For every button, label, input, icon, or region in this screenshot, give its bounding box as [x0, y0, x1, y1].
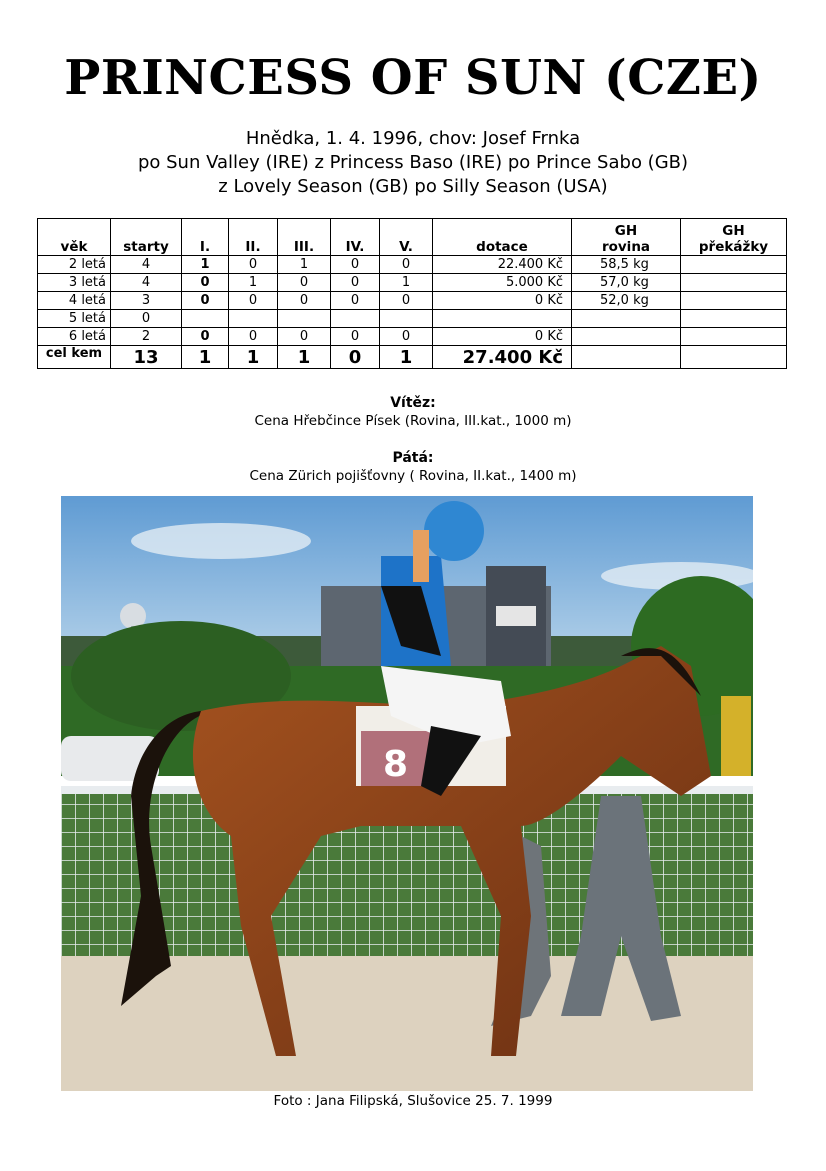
total-cell: 27.400 Kč	[433, 346, 572, 369]
table-cell: 52,0 kg	[572, 292, 681, 310]
table-cell: 0 Kč	[433, 292, 572, 310]
col-fourth: IV.	[331, 219, 380, 256]
table-cell: 3 letá	[38, 274, 111, 292]
total-cell: 1	[380, 346, 433, 369]
saddle-number: 8	[383, 744, 409, 785]
race-stats-table	[37, 218, 787, 369]
table-cell	[229, 310, 278, 328]
table-cell: 57,0 kg	[572, 274, 681, 292]
table-cell: 4 letá	[38, 292, 111, 310]
table-cell: 1	[380, 274, 433, 292]
table-cell	[681, 274, 787, 292]
pedigree-line-1: po Sun Valley (IRE) z Princess Baso (IRE) po Prince Sabo (GB)	[137, 152, 689, 173]
total-cell	[681, 346, 787, 369]
table-cell: 0	[278, 274, 331, 292]
col-third: III.	[278, 219, 331, 256]
table-cell: 0	[229, 292, 278, 310]
table-row	[38, 328, 787, 346]
table-cell	[681, 328, 787, 346]
table-cell	[182, 310, 229, 328]
col-second: II.	[229, 219, 278, 256]
table-cell: 6 letá	[38, 328, 111, 346]
total-cell: cel kem	[38, 346, 111, 369]
table-row	[38, 274, 787, 292]
table-row	[38, 292, 787, 310]
table-cell	[433, 310, 572, 328]
table-cell: 4	[111, 274, 182, 292]
table-cell: 58,5 kg	[572, 256, 681, 274]
table-cell: 0	[331, 256, 380, 274]
col-prize: dotace	[433, 219, 572, 256]
total-cell: 1	[278, 346, 331, 369]
table-cell: 1	[229, 274, 278, 292]
col-fifth: V.	[380, 219, 433, 256]
total-cell: 0	[331, 346, 380, 369]
table-cell: 0	[229, 328, 278, 346]
total-cell: 1	[229, 346, 278, 369]
table-cell: 0	[182, 274, 229, 292]
table-cell: 5 letá	[38, 310, 111, 328]
col-starts: starty	[111, 219, 182, 256]
table-cell: 0	[331, 292, 380, 310]
table-cell: 0	[111, 310, 182, 328]
pedigree-line-2: z Lovely Season (GB) po Silly Season (USA)	[218, 176, 608, 197]
table-row	[38, 256, 787, 274]
table-cell: 0	[182, 328, 229, 346]
table-cell: 4	[111, 256, 182, 274]
col-first: I.	[182, 219, 229, 256]
table-cell: 0	[380, 328, 433, 346]
table-cell: 0	[229, 256, 278, 274]
total-cell	[572, 346, 681, 369]
col-age: věk	[38, 219, 111, 256]
fifth-race: Cena Zürich pojišťovny ( Rovina, II.kat., 1400 m)	[249, 468, 577, 484]
table-cell: 22.400 Kč	[433, 256, 572, 274]
table-cell	[681, 292, 787, 310]
page-title: PRINCESS OF SUN (CZE)	[64, 50, 762, 106]
winner-heading: Vítěz:	[390, 395, 436, 411]
table-cell	[278, 310, 331, 328]
table-cell: 0	[380, 292, 433, 310]
table-cell	[572, 328, 681, 346]
table-total-row	[38, 346, 787, 369]
total-cell: 13	[111, 346, 182, 369]
breeding-line: Hnědka, 1. 4. 1996, chov: Josef Frnka	[245, 128, 581, 149]
total-cell: 1	[182, 346, 229, 369]
table-cell: 3	[111, 292, 182, 310]
table-cell	[331, 310, 380, 328]
col-gh-flat: GH rovina	[572, 219, 681, 256]
table-cell: 0	[278, 328, 331, 346]
table-cell	[681, 310, 787, 328]
table-header-row	[38, 219, 787, 256]
table-cell: 2	[111, 328, 182, 346]
table-cell: 0	[278, 292, 331, 310]
horse-photo	[61, 496, 753, 1091]
table-cell: 0	[331, 274, 380, 292]
winner-race: Cena Hřebčince Písek (Rovina, III.kat., 1000 m)	[254, 413, 572, 429]
table-cell	[681, 256, 787, 274]
table-row	[38, 310, 787, 328]
table-cell: 0	[182, 292, 229, 310]
photo-caption: Foto : Jana Filipská, Slušovice 25. 7. 1999	[273, 1093, 553, 1109]
col-gh-jumps: GH překážky	[681, 219, 787, 256]
table-cell: 0	[331, 328, 380, 346]
table-cell	[380, 310, 433, 328]
table-cell: 5.000 Kč	[433, 274, 572, 292]
table-cell: 2 letá	[38, 256, 111, 274]
table-cell: 0 Kč	[433, 328, 572, 346]
table-cell: 0	[380, 256, 433, 274]
fifth-heading: Pátá:	[392, 450, 434, 466]
table-cell: 1	[182, 256, 229, 274]
table-cell	[572, 310, 681, 328]
table-cell: 1	[278, 256, 331, 274]
